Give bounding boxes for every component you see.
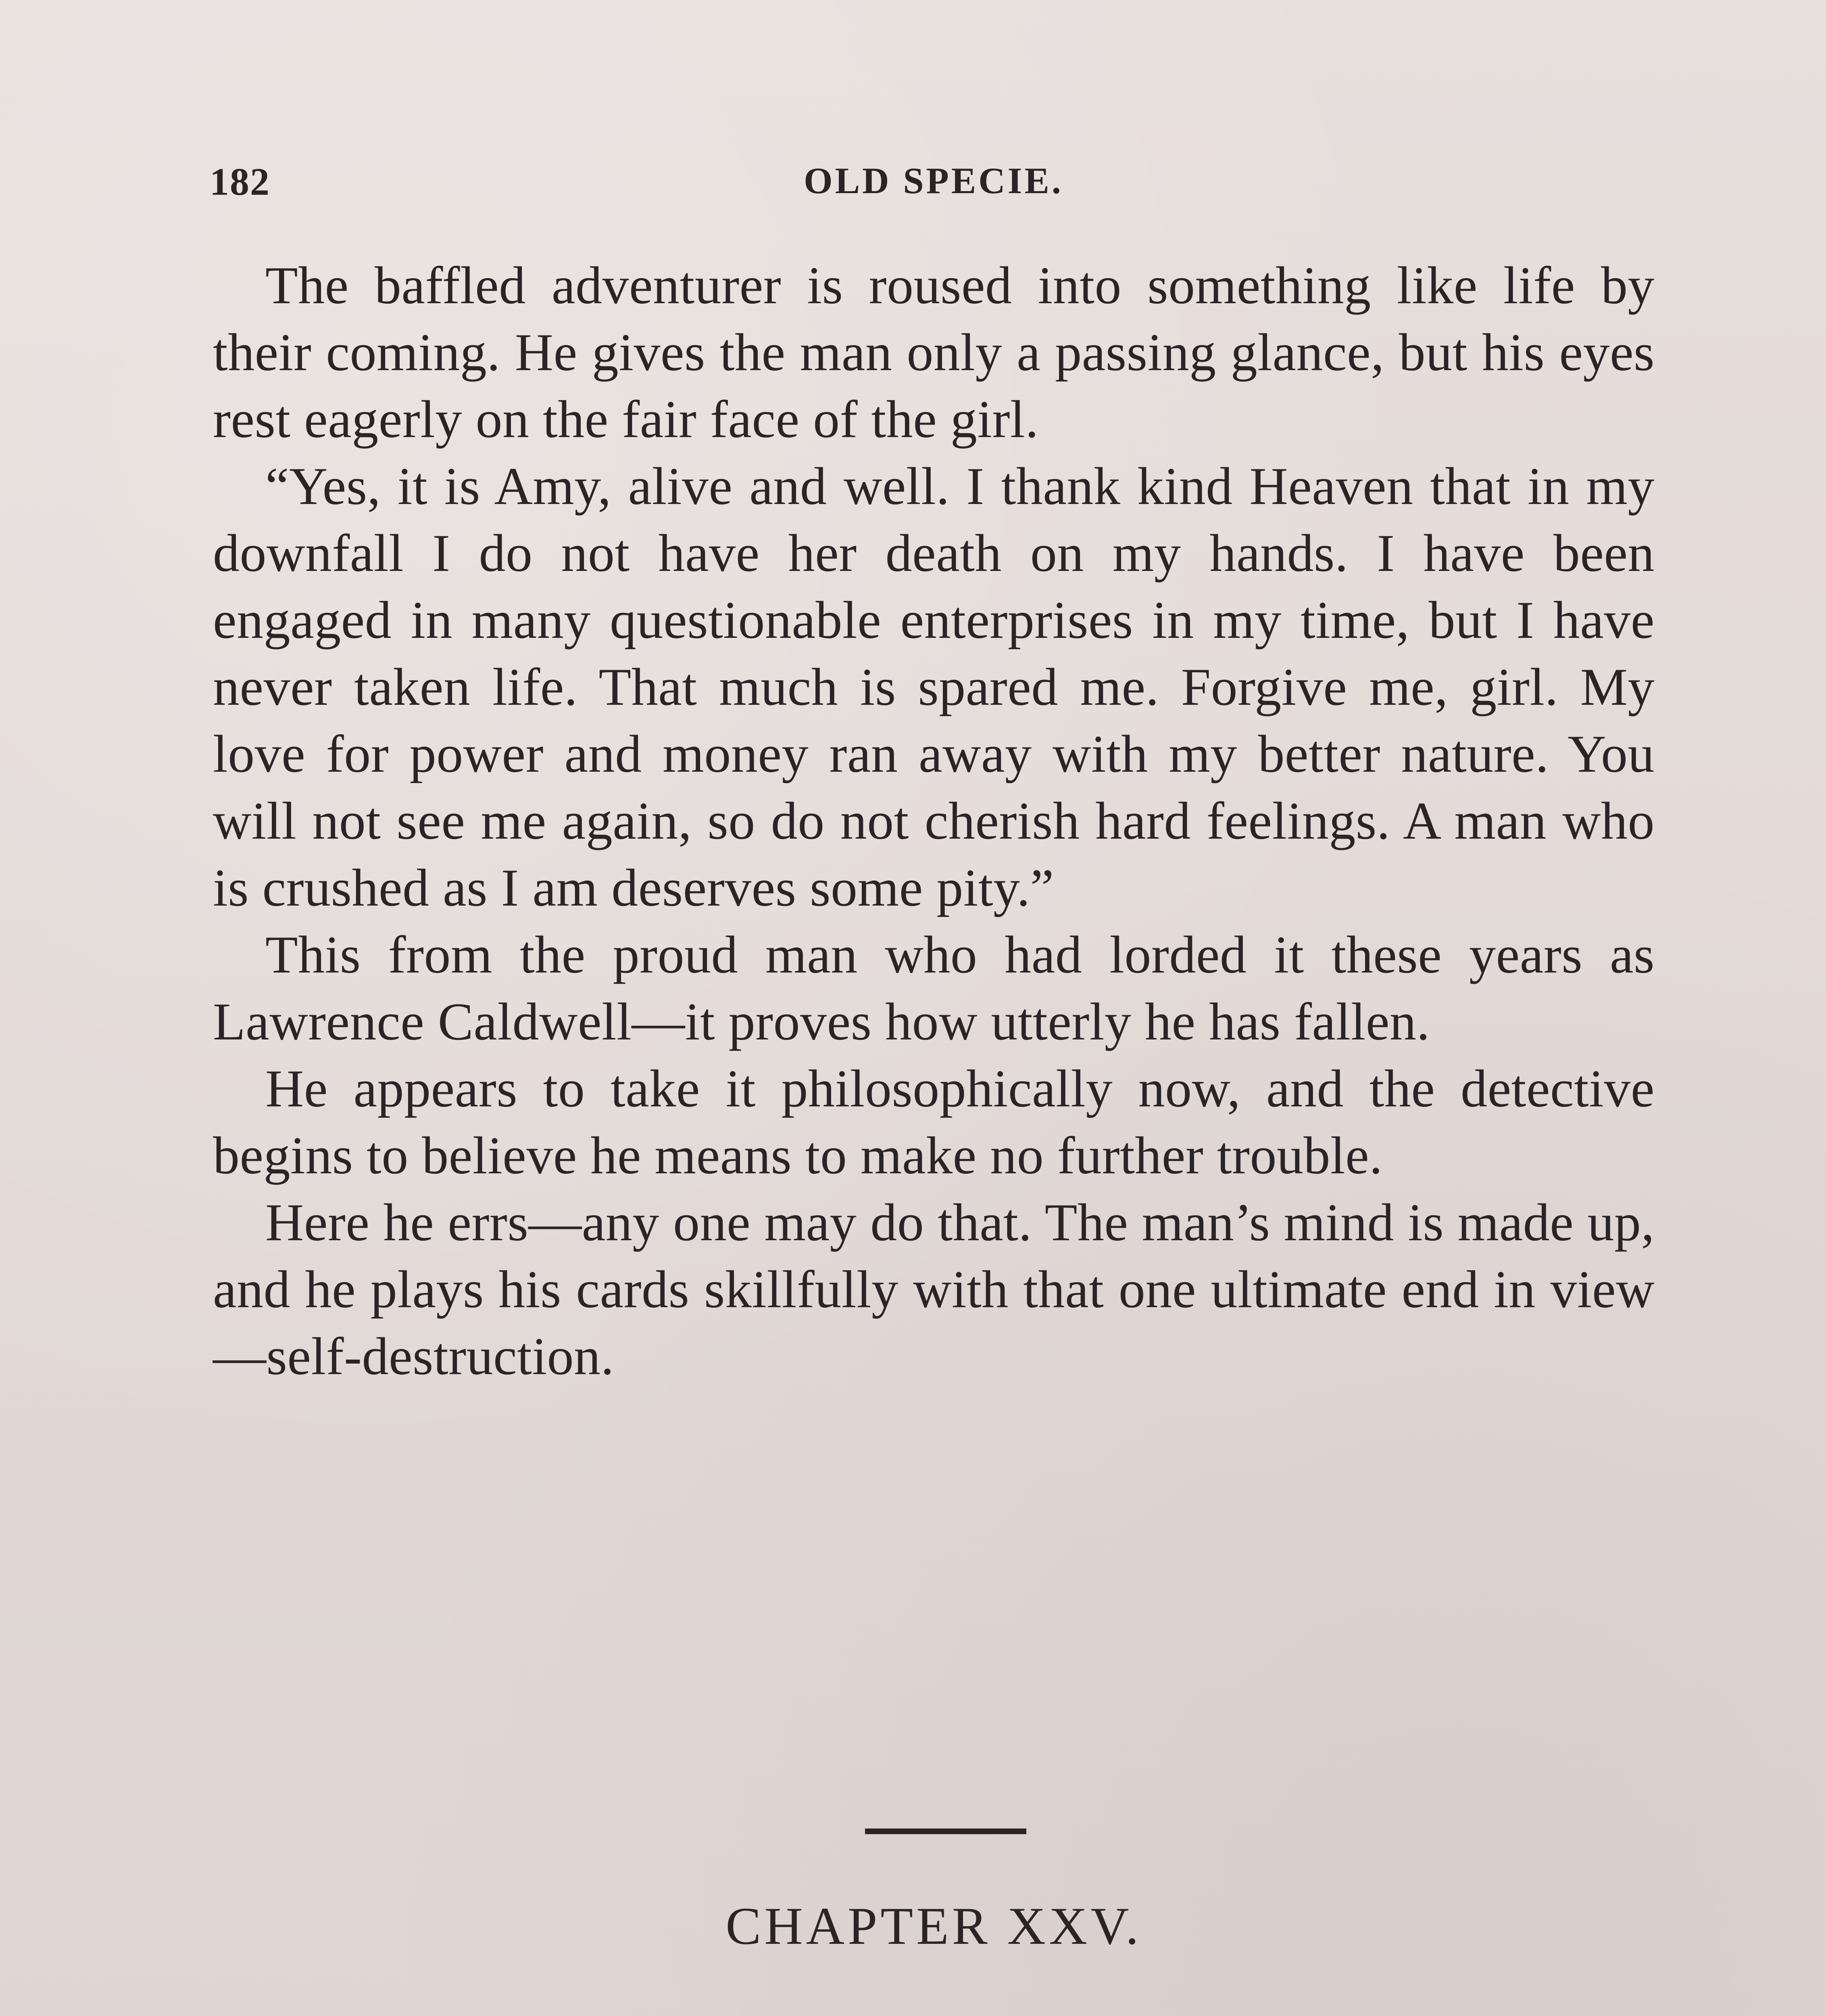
chapter-heading: CHAPTER XXV. [725, 1896, 1142, 1956]
body-text-before-chapter [213, 252, 1655, 1390]
paragraph: He appears to take it philosophically now, and the detective begins to believe he means to make no further trouble. [213, 1059, 1655, 1185]
paragraph: The baffled adventurer is roused into something like life by their coming. He gives the man only a passing glance, but his eyes rest eagerly on the fair face of the girl. [213, 256, 1655, 449]
section-divider [865, 1829, 1026, 1834]
page-number: 182 [210, 160, 270, 203]
paragraph: This from the proud man who had lorded it these years as Lawrence Caldwell—it proves how utterly he has fallen. [213, 925, 1655, 1051]
paragraph: “Yes, it is Amy, alive and well. I thank kind Heaven that in my downfall I do not have her death on my hands. I have been engaged in many questionable enterprises in my time, but I have never taken life. That much is spared me. Forgive me, girl. My love for power and money ran away with my better nature. You will not see me again, so do not cherish hard feelings. A man who is crushed as I am deserves some pity.” [213, 456, 1655, 917]
running-title: OLD SPECIE. [804, 160, 1063, 201]
running-head [210, 159, 1657, 208]
paragraph: Here he errs—any one may do that. The man’s mind is made up, and he plays his cards skillfully with that one ultimate end in view—self-destruction. [213, 1193, 1655, 1386]
